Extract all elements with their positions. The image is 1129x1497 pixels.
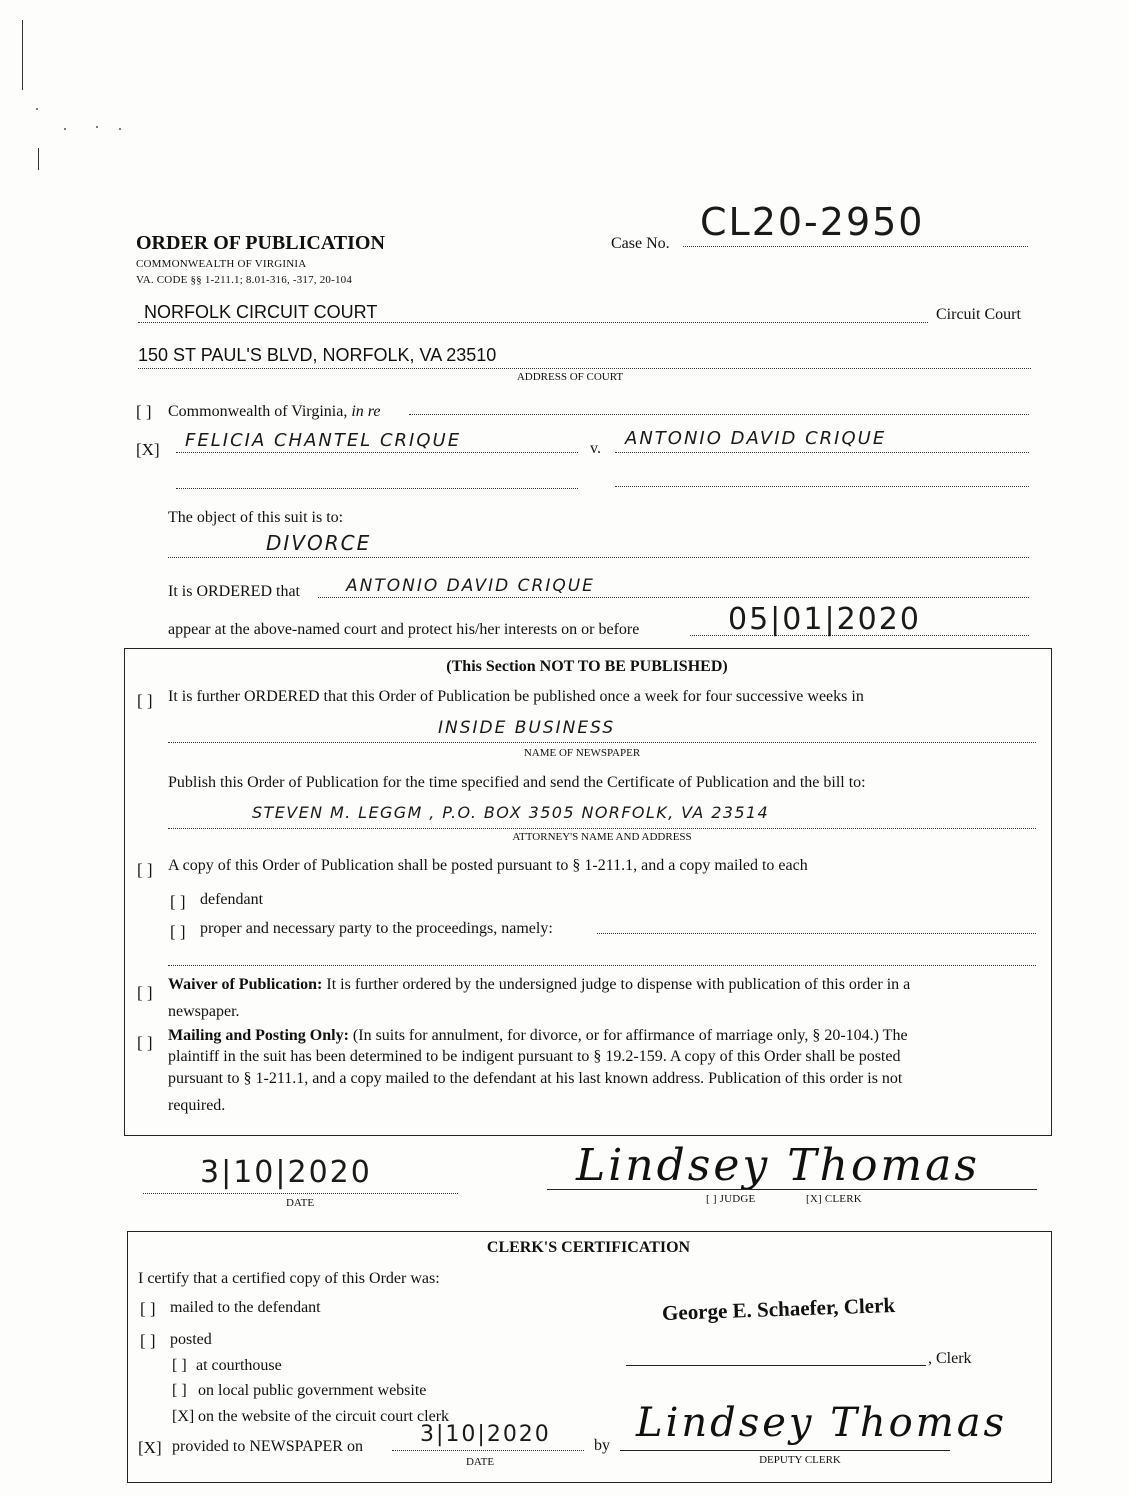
- scan-speck: [96, 126, 98, 128]
- provided-date-line: [392, 1450, 584, 1451]
- waiver-heading: Waiver of Publication:: [168, 976, 323, 993]
- mailing-text-2: plaintiff in the suit has been determined to be indigent pursuant to § 19.2-159. A copy of this Order shall be posted: [168, 1048, 901, 1065]
- waiver-checkbox[interactable]: [ ]: [137, 983, 153, 1002]
- court-name: NORFOLK CIRCUIT COURT: [144, 302, 378, 322]
- scan-mark: [22, 20, 26, 90]
- attorney-name-address: STEVEN M. LEGGM , P.O. BOX 3505 NORFOLK, VA 23514: [252, 803, 770, 822]
- further-ordered-text: It is further ORDERED that this Order of Publication be published once a week for four successive weeks in: [168, 688, 864, 705]
- case-number: CL20-2950: [700, 200, 925, 244]
- local-site-label: on local public government website: [198, 1382, 427, 1399]
- judge-label: JUDGE: [719, 1193, 756, 1205]
- scan-speck: [119, 128, 121, 130]
- mailed-label: mailed to the defendant: [170, 1299, 321, 1316]
- clerk-line: [626, 1365, 926, 1366]
- defendant-option-label: defendant: [200, 891, 264, 908]
- clerk-site-label: on the website of the circuit court clerk: [198, 1408, 450, 1425]
- court-suffix: Circuit Court: [936, 306, 1021, 323]
- mailing-body-1: (In suits for annulment, for divorce, or for affirmance of marriage only, § 20-104.) The: [352, 1027, 908, 1044]
- clerk-site-checkbox[interactable]: [X]: [172, 1408, 195, 1425]
- clerk-checkbox[interactable]: [X]: [806, 1193, 822, 1205]
- commonwealth-line: [409, 414, 1029, 415]
- parties-checkbox[interactable]: [X]: [136, 440, 160, 459]
- waiver-text: [168, 976, 910, 994]
- clerk-label: CLERK: [824, 1193, 862, 1205]
- mailing-text-3: pursuant to § 1-211.1, and a copy mailed to the defendant at his last known address. Publication of this order is not: [168, 1070, 903, 1087]
- object-line: [168, 557, 1029, 558]
- copy-posted-text: A copy of this Order of Publication shall be posted pursuant to § 1-211.1, and a copy mailed to each: [168, 857, 808, 874]
- order-date: 3|10|2020: [200, 1155, 372, 1190]
- court-name-line: [138, 322, 928, 323]
- object-label: The object of this suit is to:: [168, 509, 344, 526]
- newspaper-provided-checkbox[interactable]: [X]: [138, 1438, 162, 1457]
- commonwealth-checkbox[interactable]: [ ]: [136, 402, 152, 421]
- courthouse-checkbox[interactable]: [ ]: [172, 1357, 187, 1374]
- deputy-clerk-signature: Lindsey Thomas: [636, 1400, 1008, 1446]
- attorney-caption: ATTORNEY'S NAME AND ADDRESS: [512, 831, 692, 843]
- waiver-body: It is further ordered by the undersigned judge to dispense with publication of this order in a: [326, 976, 911, 993]
- code-reference: VA. CODE §§ 1-211.1; 8.01-316, -317, 20-104: [136, 274, 353, 286]
- mailed-checkbox[interactable]: [ ]: [140, 1299, 156, 1318]
- waiver-text-2: newspaper.: [168, 1003, 240, 1020]
- order-date-caption: DATE: [285, 1197, 315, 1209]
- proper-party-label: proper and necessary party to the proceedings, namely:: [200, 920, 553, 937]
- attorney-line: [168, 828, 1036, 829]
- plaintiff-line-2: [176, 488, 578, 489]
- judge-clerk-signature: Lindsey Thomas: [576, 1140, 980, 1191]
- newspaper-caption: NAME OF NEWSPAPER: [523, 747, 641, 759]
- page-title: ORDER OF PUBLICATION: [136, 232, 385, 254]
- page-subtitle: COMMONWEALTH OF VIRGINIA: [136, 258, 307, 270]
- certification-intro: I certify that a certified copy of this Order was:: [138, 1270, 440, 1287]
- not-published-heading: (This Section NOT TO BE PUBLISHED): [446, 658, 728, 675]
- mailing-text-4: required.: [168, 1097, 226, 1114]
- scan-speck: [64, 128, 66, 130]
- posted-checkbox[interactable]: [ ]: [140, 1331, 156, 1350]
- versus-label: v.: [590, 440, 601, 457]
- publish-instructions: Publish this Order of Publication for the time specified and send the Certificate of Publication and the bill to:: [168, 774, 866, 791]
- commonwealth-label: [168, 403, 381, 421]
- signature-line: [547, 1189, 1037, 1190]
- plaintiff-name: FELICIA CHANTEL CRIQUE: [185, 430, 462, 451]
- deputy-caption: DEPUTY CLERK: [759, 1454, 841, 1466]
- provided-date-caption: DATE: [465, 1456, 495, 1468]
- commonwealth-text: Commonwealth of Virginia,: [168, 403, 348, 420]
- scan-speck: [36, 108, 38, 110]
- newspaper-name: INSIDE BUSINESS: [438, 718, 616, 738]
- newspaper-line: [168, 742, 1036, 743]
- local-site-checkbox[interactable]: [ ]: [172, 1382, 187, 1399]
- certification-heading: CLERK'S CERTIFICATION: [486, 1239, 691, 1256]
- deputy-line: [620, 1450, 950, 1451]
- defendant-line-2: [615, 486, 1029, 487]
- publish-checkbox[interactable]: [ ]: [137, 691, 153, 710]
- case-number-line: [683, 246, 1028, 247]
- order-date-line: [143, 1193, 458, 1194]
- newspaper-provided-label: provided to NEWSPAPER on: [172, 1438, 363, 1455]
- ordered-party: ANTONIO DAVID CRIQUE: [346, 576, 595, 596]
- proper-party-line: [597, 933, 1036, 934]
- proper-party-line-2: [168, 965, 1036, 966]
- copy-checkbox[interactable]: [ ]: [137, 860, 153, 879]
- defendant-name: ANTONIO DAVID CRIQUE: [625, 428, 887, 449]
- defendant-line: [615, 452, 1029, 453]
- posted-label: posted: [170, 1331, 212, 1348]
- ordered-line: [318, 597, 1029, 598]
- court-address: 150 ST PAUL'S BLVD, NORFOLK, VA 23510: [138, 345, 497, 365]
- plaintiff-line: [176, 452, 578, 453]
- court-address-line: [138, 368, 1031, 369]
- court-address-caption: ADDRESS OF COURT: [516, 371, 624, 383]
- mailing-heading: Mailing and Posting Only:: [168, 1027, 349, 1044]
- clerk-name-stamp: George E. Schaefer, Clerk: [661, 1292, 896, 1326]
- object-value: DIVORCE: [266, 531, 372, 555]
- appear-text: appear at the above-named court and protect his/her interests on or before: [168, 621, 640, 638]
- defendant-checkbox[interactable]: [ ]: [170, 892, 186, 911]
- case-label: Case No.: [611, 235, 670, 252]
- by-label: by: [594, 1437, 610, 1454]
- courthouse-label: at courthouse: [196, 1357, 282, 1374]
- proper-party-checkbox[interactable]: [ ]: [170, 922, 186, 941]
- mailing-checkbox[interactable]: [ ]: [137, 1033, 153, 1052]
- scan-mark: [38, 148, 41, 170]
- judge-checkbox[interactable]: [ ]: [706, 1193, 717, 1205]
- appear-date: 05|01|2020: [728, 602, 921, 637]
- judge-option: [706, 1193, 755, 1205]
- provided-date: 3|10|2020: [420, 1422, 551, 1447]
- in-re-text: in re: [351, 403, 381, 420]
- clerk-suffix: , Clerk: [928, 1350, 972, 1367]
- mailing-text-1: [168, 1027, 908, 1045]
- clerk-option: [806, 1193, 862, 1205]
- ordered-label: It is ORDERED that: [168, 583, 300, 600]
